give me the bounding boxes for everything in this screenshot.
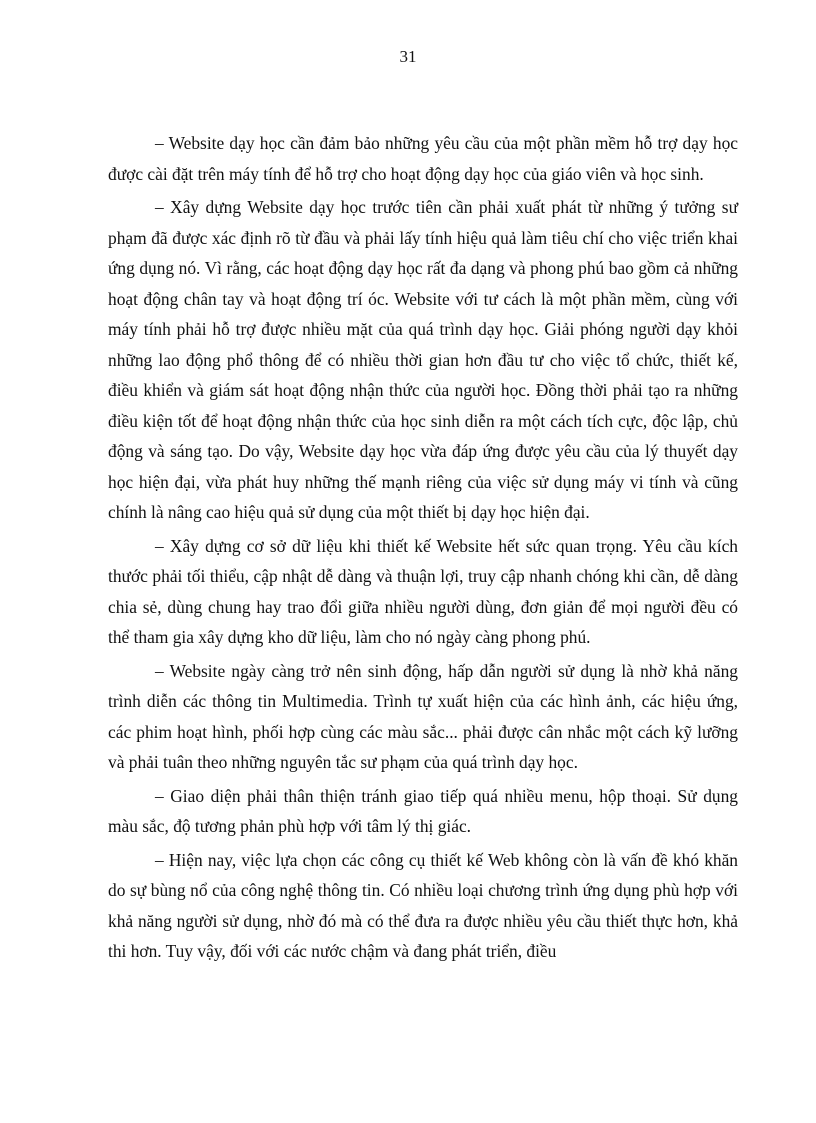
paragraph-multimedia: – Website ngày càng trở nên sinh động, hấp dẫn người sử dụng là nhờ khả năng trình diễn các thông tin Multimedia. Trình tự xuất hiện của các hình ảnh, các hiệu ứng, các phim hoạt hình, phối hợp cùng các màu sắc... phải được cân nhắc một cách kỹ lưỡng và phải tuân theo những nguyên tắc sư phạm của quá trình dạy học. [108,660,738,772]
paragraph-website-requirements: – Website dạy học cần đảm bảo những yêu cầu của một phần mềm hỗ trợ dạy học được cài đặt trên máy tính để hỗ trợ cho hoạt động dạy học của giáo viên và học sinh. [108,133,738,184]
page-number: 31 [399,47,417,66]
paragraph-design-tools: – Hiện nay, việc lựa chọn các công cụ thiết kế Web không còn là vấn đề khó khăn do sự bùng nổ của công nghệ thông tin. Có nhiều loại chương trình ứng dụng phù hợp với khả năng người sử dụng, nhờ đó mà có thể đưa ra được nhiều yêu cầu thiết thực hơn, khả thi hơn. Tuy vậy, đối với các nước chậm và đang phát triển, điều [108,849,738,961]
paragraph-pedagogical-ideas: – Xây dựng Website dạy học trước tiên cần phải xuất phát từ những ý tưởng sư phạm đã được xác định rõ từ đầu và phải lấy tính hiệu quả làm tiêu chí cho việc triển khai ứng dụng nó. Vì rằng, các hoạt động dạy học rất đa dạng và phong phú bao gồm cả những hoạt động chân tay và hoạt động trí óc. Website với tư cách là một phần mềm, cùng với máy tính phải hỗ trợ được nhiều mặt của quá trình dạy học. Giải phóng người dạy khỏi những lao động phổ thông để có nhiều thời gian hơn đầu tư cho việc tổ chức, thiết kế, điều khiển và giám sát hoạt động nhận thức của người học. Đồng thời phải tạo ra những điều kiện tốt để hoạt động nhận thức của học sinh diễn ra một cách tích cực, độc lập, chủ động và sáng tạo. Do vậy, Website dạy học vừa đáp ứng được yêu cầu của lý thuyết dạy học hiện đại, vừa phát huy những thế mạnh riêng của việc sử dụng máy vi tính và cũng chính là nâng cao hiệu quả sử dụng của một thiết bị dạy học hiện đại. [108,197,738,522]
paragraph-interface: – Giao diện phải thân thiện tránh giao tiếp quá nhiều menu, hộp thoại. Sử dụng màu sắc, độ tương phản phù hợp với tâm lý thị giác. [108,785,738,836]
document-body [108,128,738,970]
paragraph-database-design: – Xây dựng cơ sở dữ liệu khi thiết kế Website hết sức quan trọng. Yêu cầu kích thước phải tối thiểu, cập nhật dễ dàng và thuận lợi, truy cập nhanh chóng khi cần, dễ dàng chia sẻ, dùng chung hay trao đổi giữa nhiều người dùng, đơn giản để mọi người đều có thể tham gia xây dựng kho dữ liệu, làm cho nó ngày càng phong phú. [108,535,738,647]
